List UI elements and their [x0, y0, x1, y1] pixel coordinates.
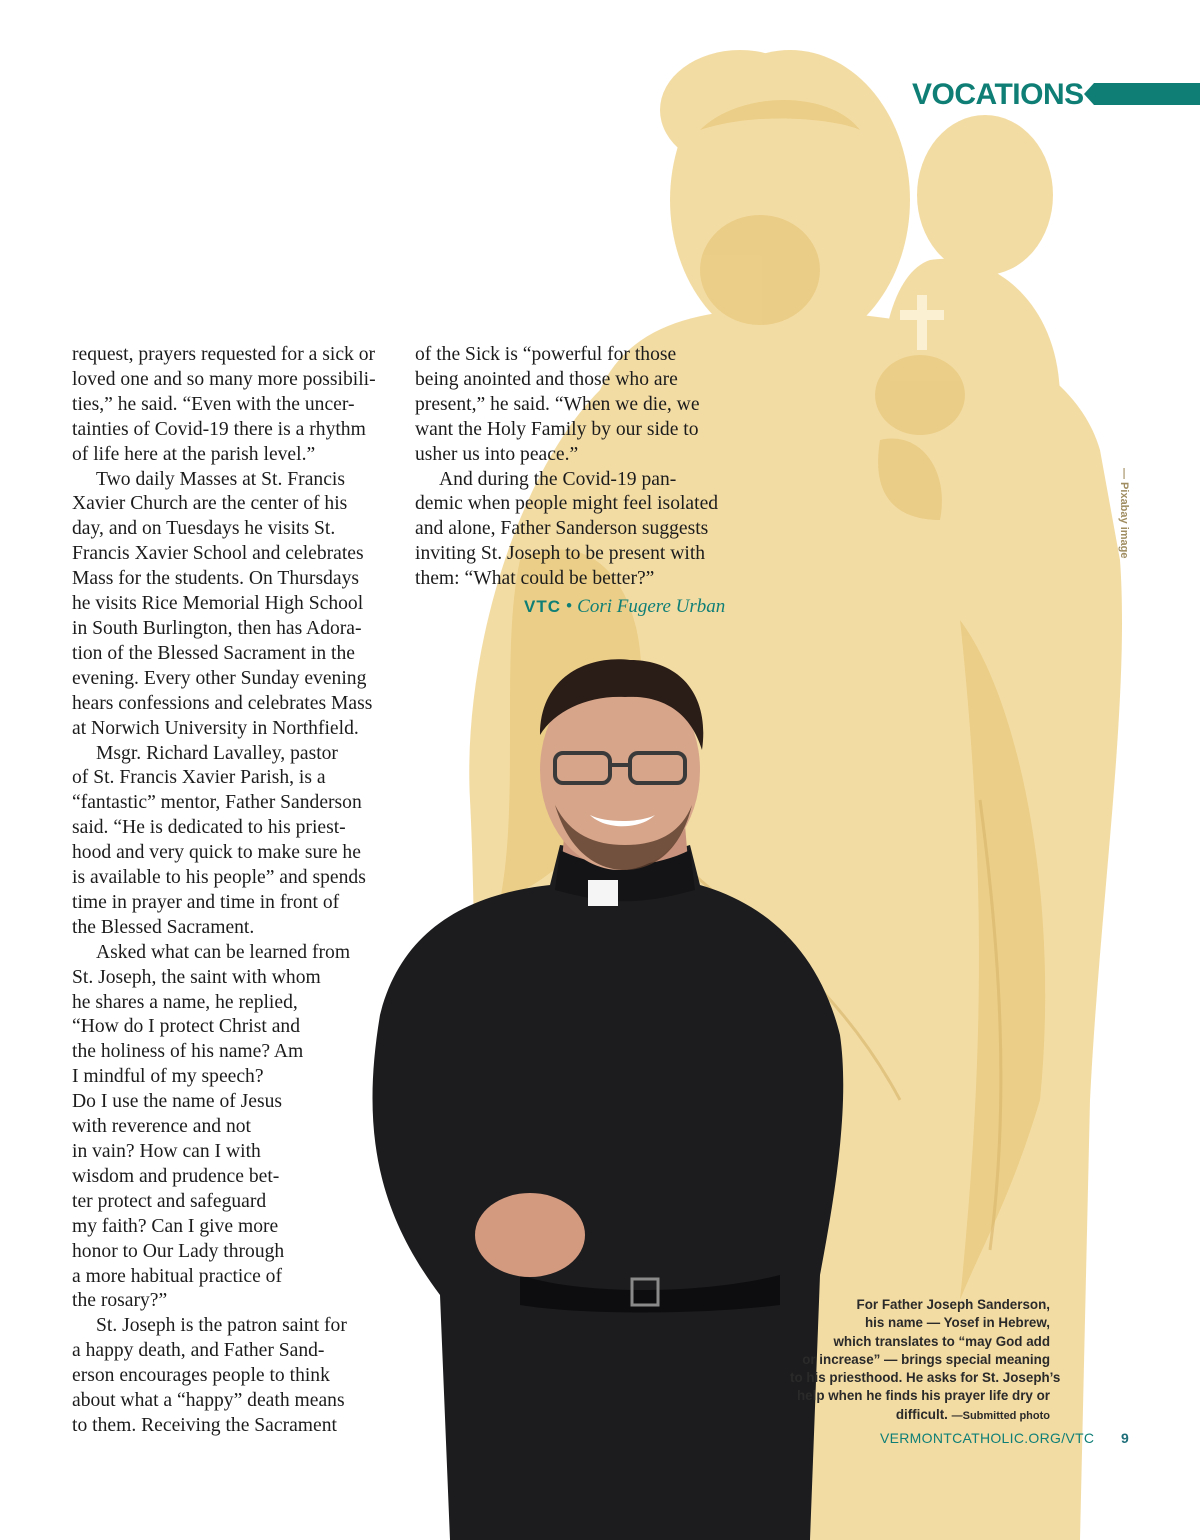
text-line: loved one and so many more possibili- — [72, 368, 376, 390]
text-line: ties,” he said. “Even with the uncer- — [72, 393, 355, 415]
text-line: present,” he said. “When we die, we — [415, 393, 700, 415]
text-line: a more habitual practice of — [72, 1265, 282, 1287]
text-line: about what a “happy” death means — [72, 1390, 345, 1412]
footer-website-url[interactable]: VERMONTCATHOLIC.ORG/VTC — [880, 1430, 1095, 1446]
text-line: in vain? How can I with — [72, 1141, 261, 1162]
text-line: he visits Rice Memorial High School — [72, 593, 364, 615]
text-line: tainties of Covid-19 there is a rhythm — [72, 418, 366, 440]
caption-photo-credit: —Submitted photo — [951, 1409, 1050, 1422]
text-line: of St. Francis Xavier Parish, is a — [72, 767, 326, 789]
statue-image-credit: — Pixabay image — [1118, 468, 1130, 559]
text-line: of the Sick is “powerful for those — [415, 344, 677, 365]
text-line: he shares a name, he replied, — [72, 991, 298, 1013]
section-header — [912, 76, 1200, 116]
byline-separator: • — [565, 596, 573, 617]
text-line: St. Joseph, the saint with whom — [72, 966, 321, 988]
text-line: a happy death, and Father Sand- — [72, 1340, 325, 1362]
text-line: erson encourages people to think — [72, 1365, 330, 1387]
text-line: at Norwich University in Northfield. — [72, 717, 359, 739]
caption-line: which translates to “may God add — [833, 1333, 1050, 1349]
text-line: in South Burlington, then has Adora- — [72, 617, 362, 639]
text-line: hears confessions and celebrates Mass — [72, 692, 373, 714]
text-line: tion of the Blessed Sacrament in the — [72, 642, 355, 664]
text-line: demic when people might feel isolated — [415, 493, 719, 515]
text-line: and alone, Father Sanderson suggests — [415, 518, 709, 540]
byline-org: VTC — [524, 597, 561, 616]
text-line: St. Joseph is the patron saint for — [96, 1315, 347, 1337]
text-line: being anointed and those who are — [415, 368, 678, 390]
text-line: ter protect and safeguard — [72, 1190, 267, 1212]
caption-line — [790, 1406, 1050, 1425]
caption-line: or increase” — brings special meaning — [802, 1351, 1050, 1367]
text-line: “How do I protect Christ and — [72, 1016, 300, 1038]
text-line: my faith? Can I give more — [72, 1215, 279, 1237]
text-line: Francis Xavier School and celebrates — [72, 543, 364, 565]
text-line: I mindful of my speech? — [72, 1066, 264, 1088]
text-line: them: “What could be better?” — [415, 568, 655, 590]
text-line: usher us into peace.” — [415, 443, 579, 465]
section-tab-arrow-icon — [1084, 83, 1200, 105]
text-line: hood and very quick to make sure he — [72, 842, 361, 864]
text-line: the rosary?” — [72, 1290, 168, 1312]
caption-line: help when he finds his prayer life dry or — [797, 1388, 1050, 1404]
text-line: honor to Our Lady through — [72, 1240, 285, 1262]
article-column-right — [415, 343, 735, 592]
caption-line: his name — Yosef in Hebrew, — [864, 1315, 1050, 1331]
text-line: Do I use the name of Jesus — [72, 1091, 283, 1113]
text-line: Mass for the students. On Thursdays — [72, 568, 359, 590]
father-sanderson-photo — [340, 655, 860, 1540]
text-line: Asked what can be learned from — [96, 941, 351, 963]
text-line: the holiness of his name? Am — [72, 1041, 304, 1063]
text-line: said. “He is dedicated to his priest- — [72, 817, 346, 839]
text-line: evening. Every other Sunday evening — [72, 667, 367, 689]
caption-line-text: difficult. — [895, 1406, 948, 1422]
section-title: VOCATIONS — [912, 78, 1084, 111]
text-line: the Blessed Sacrament. — [72, 916, 255, 938]
text-line: to them. Receiving the Sacrament — [72, 1414, 337, 1436]
text-line: of life here at the parish level.” — [72, 443, 316, 465]
text-line: inviting St. Joseph to be present with — [415, 543, 706, 565]
photo-caption — [790, 1296, 1061, 1425]
text-line: wisdom and prudence bet- — [72, 1165, 280, 1187]
text-line: Two daily Masses at St. Francis — [96, 468, 345, 490]
article-byline — [524, 596, 725, 618]
text-line: Msgr. Richard Lavalley, pastor — [96, 742, 338, 764]
text-line: day, and on Tuesdays he visits St. — [72, 518, 336, 540]
text-line: time in prayer and time in front of — [72, 891, 340, 913]
text-line: “fantastic” mentor, Father Sanderson — [72, 792, 362, 814]
caption-line: to his priesthood. He asks for St. Joseph’s — [790, 1370, 1061, 1386]
text-line: is available to his people” and spends — [72, 867, 366, 889]
text-line: request, prayers requested for a sick or — [72, 344, 376, 365]
caption-line: For Father Joseph Sanderson, — [856, 1297, 1050, 1312]
text-line: with reverence and not — [72, 1116, 251, 1138]
text-line: want the Holy Family by our side to — [415, 418, 699, 440]
text-line: And during the Covid-19 pan- — [439, 468, 677, 490]
byline-author: Cori Fugere Urban — [577, 596, 726, 617]
text-line: Xavier Church are the center of his — [72, 493, 348, 515]
page-number: 9 — [1121, 1430, 1129, 1446]
